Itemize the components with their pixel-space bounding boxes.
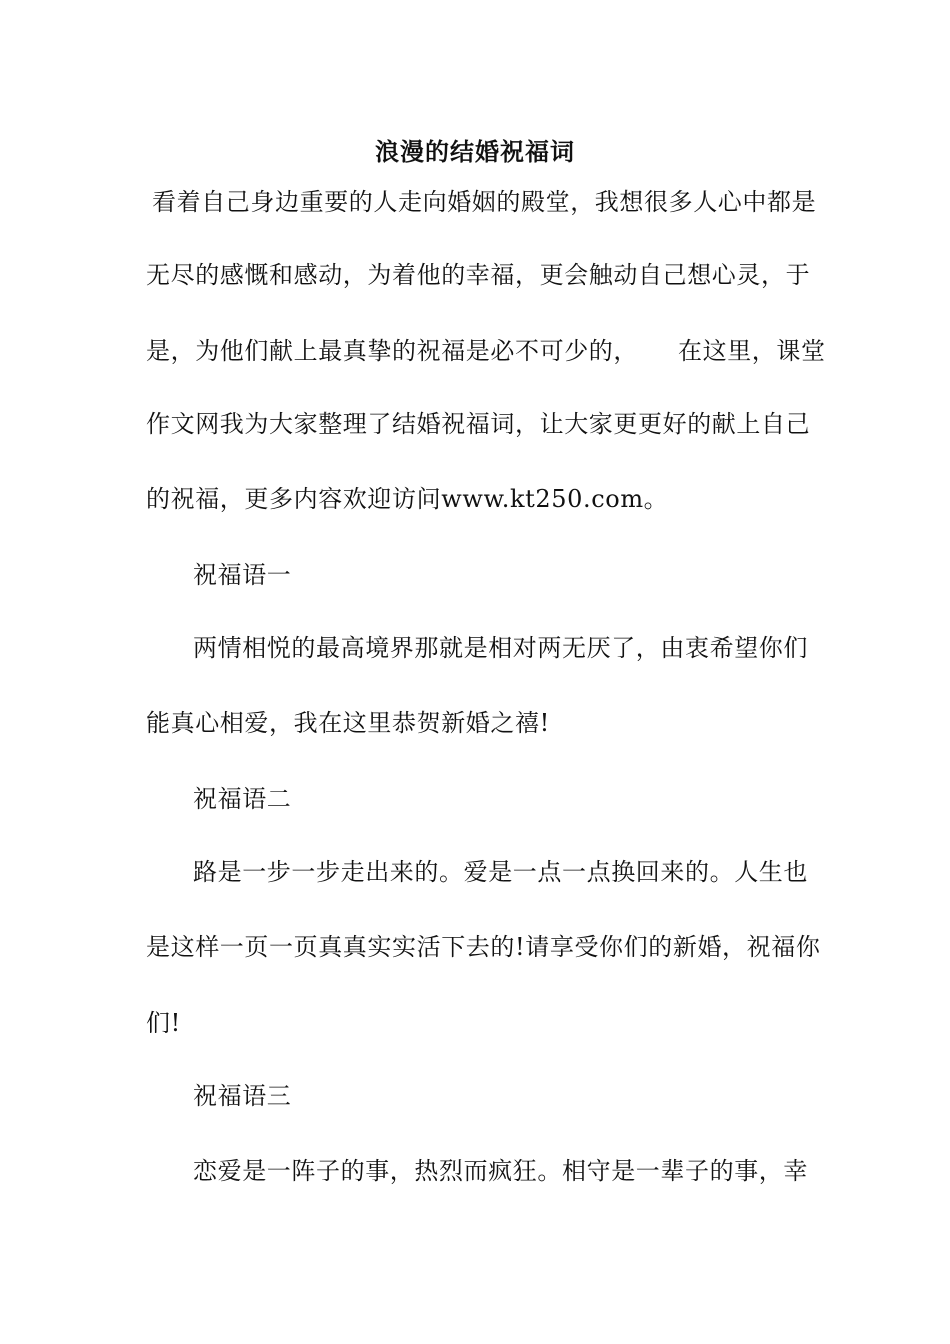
section-heading: 祝福语三 <box>193 1082 292 1110</box>
intro-line <box>146 333 826 369</box>
paragraph-line: 是这样一页一页真真实实活下去的!请享受你们的新婚，祝福你 <box>146 933 821 961</box>
intro-text: 在这里，课堂 <box>678 337 826 365</box>
paragraph-line: 路是一步一步走出来的。爱是一点一点换回来的。人生也 <box>193 858 808 886</box>
intro-line: 看着自己身边重要的人走向婚姻的殿堂，我想很多人心中都是 <box>152 188 817 216</box>
intro-line: 无尽的感慨和感动，为着他的幸福，更会触动自己想心灵，于 <box>146 261 811 289</box>
paragraph-line: 恋爱是一阵子的事，热烈而疯狂。相守是一辈子的事，幸 <box>193 1157 808 1185</box>
document-title: 浪漫的结婚祝福词 <box>375 137 575 166</box>
intro-text: 是，为他们献上最真挚的祝福是必不可少的， <box>146 337 638 365</box>
intro-line: 作文网我为大家整理了结婚祝福词，让大家更更好的献上自己 <box>146 410 811 438</box>
paragraph-line: 能真心相爱，我在这里恭贺新婚之禧! <box>146 709 550 737</box>
paragraph-line: 们! <box>146 1009 181 1037</box>
section-heading: 祝福语一 <box>193 561 292 589</box>
section-heading: 祝福语二 <box>193 785 292 813</box>
paragraph-line: 两情相悦的最高境界那就是相对两无厌了，由衷希望你们 <box>193 634 808 662</box>
intro-line: 的祝福，更多内容欢迎访问www.kt250.com。 <box>146 485 669 513</box>
